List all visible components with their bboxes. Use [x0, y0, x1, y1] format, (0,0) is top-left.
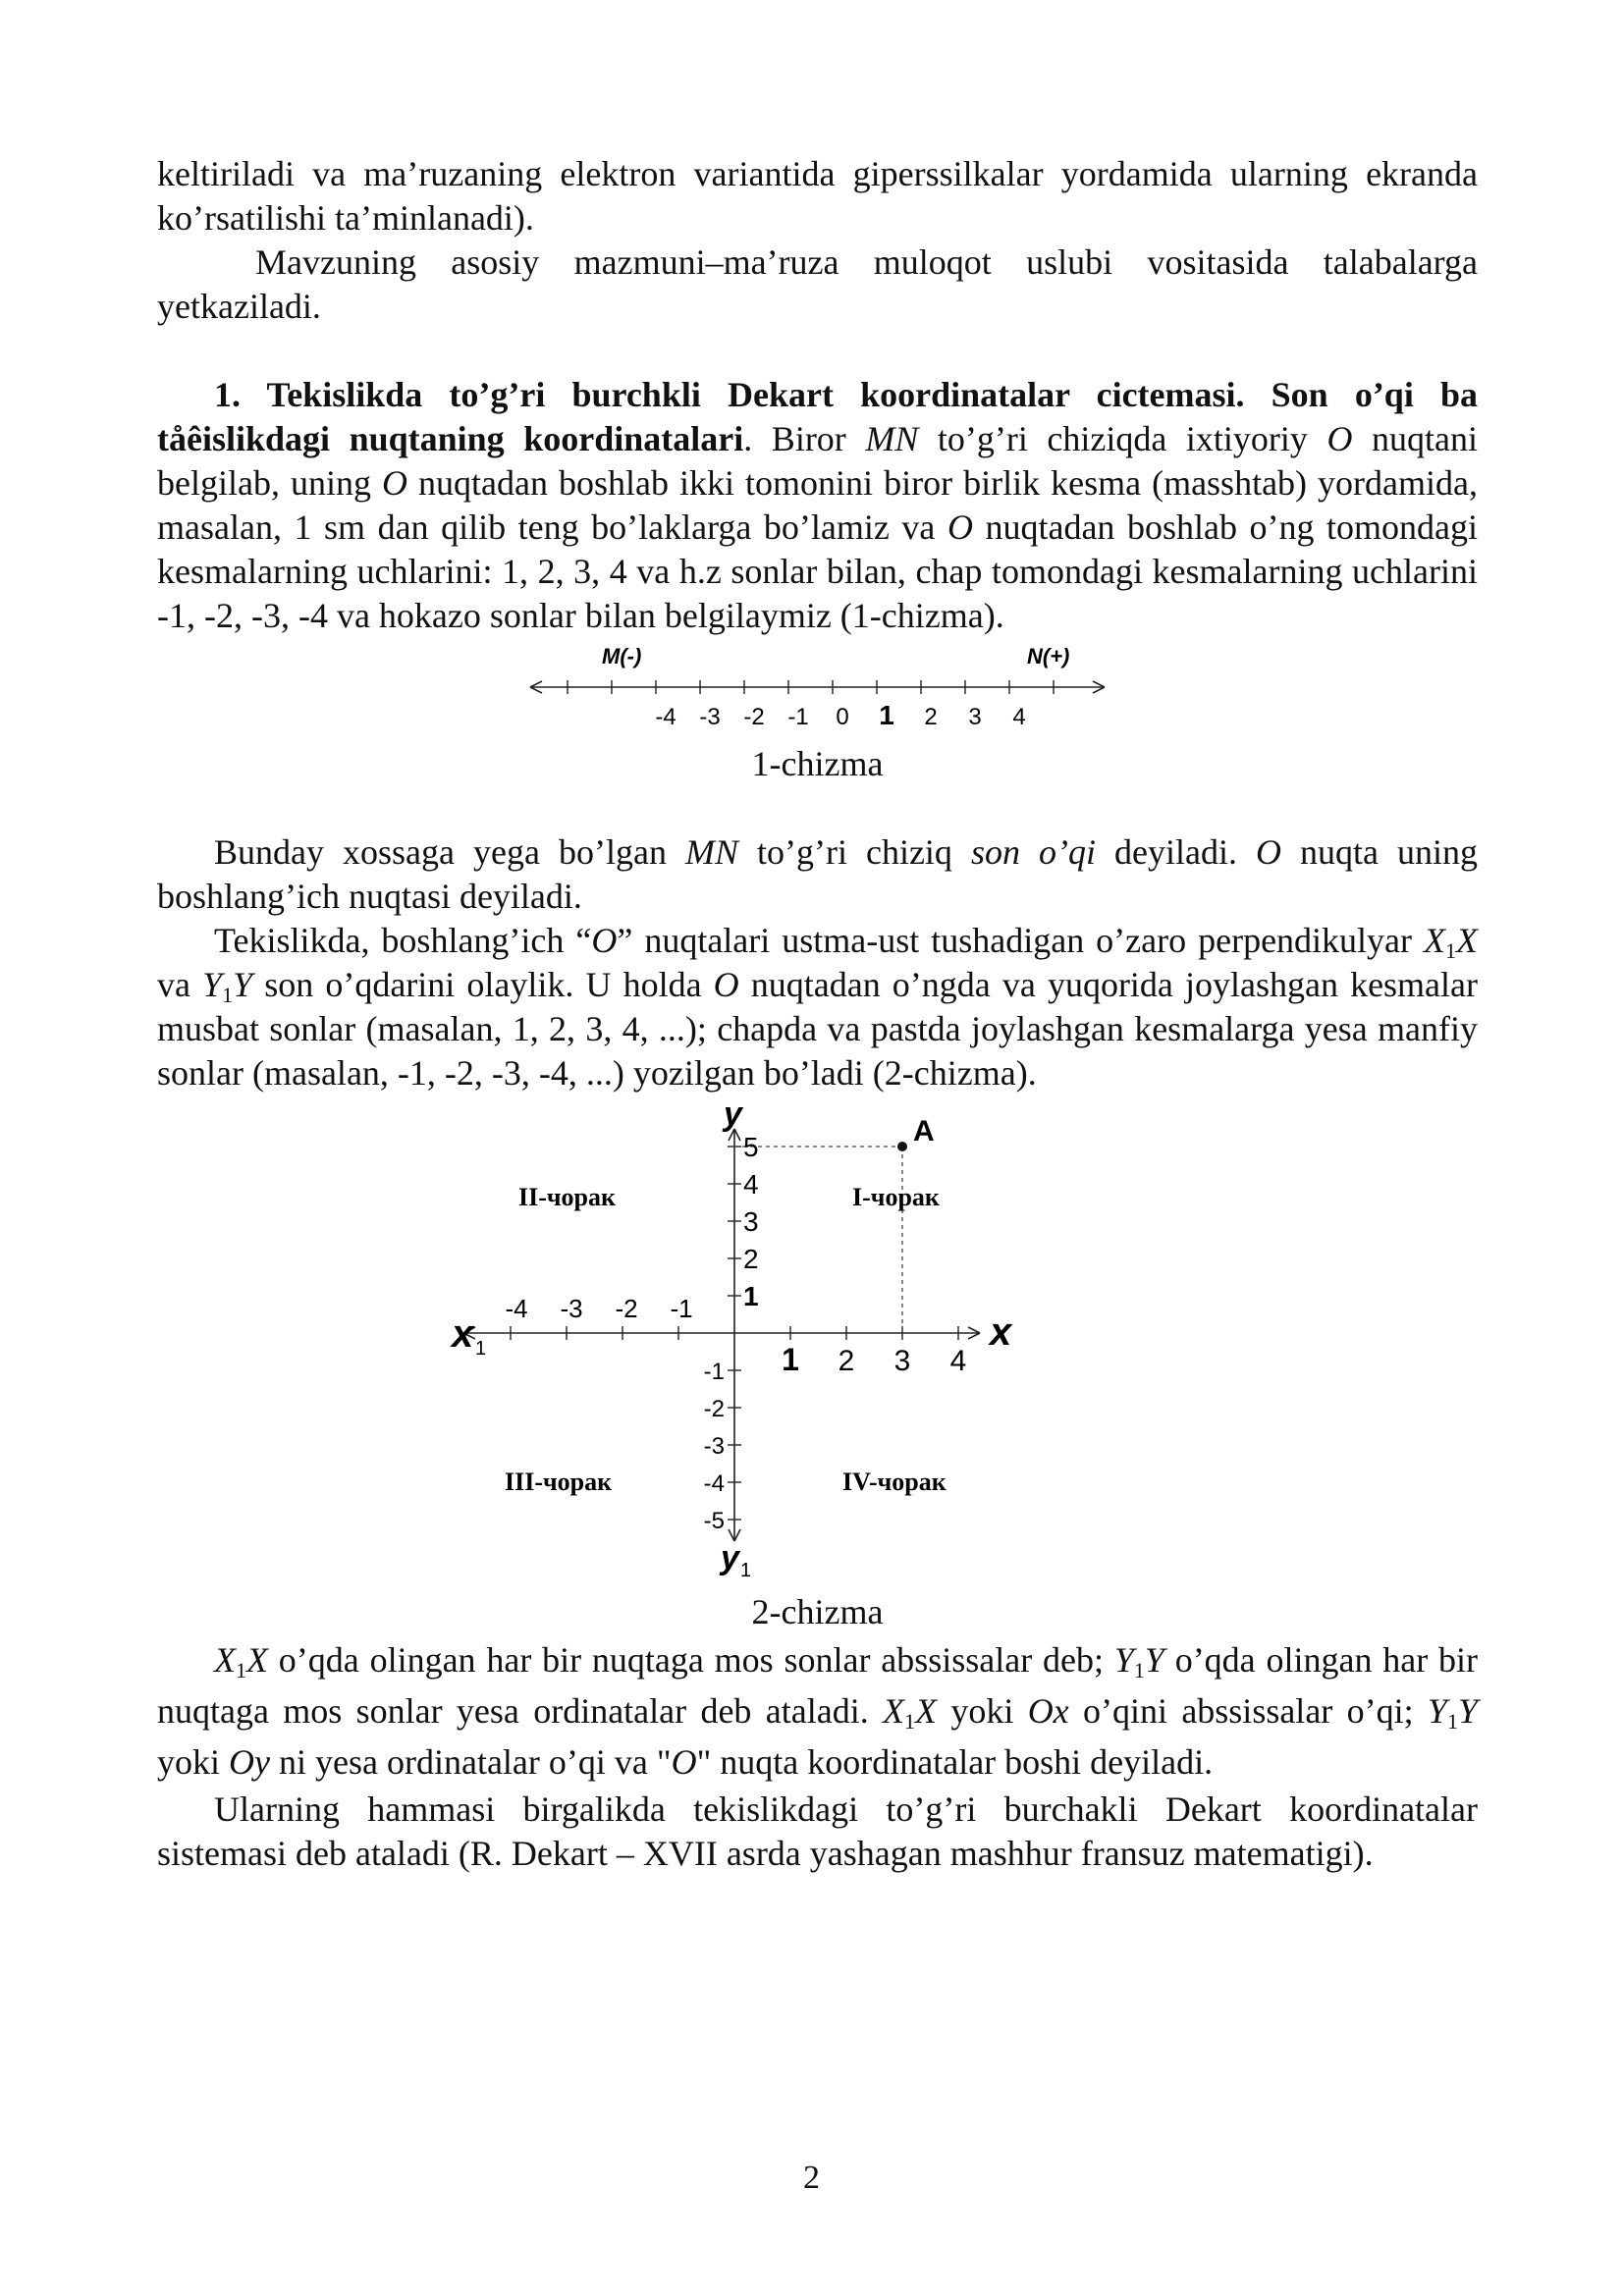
x1-axis-label	[450, 1312, 486, 1360]
tick-label-origin: 0	[836, 704, 849, 730]
label-m-minus: M(-)	[602, 644, 642, 668]
tick-label: -4	[655, 704, 676, 730]
tick-label: 3	[893, 1345, 911, 1377]
quadrant-3-label: III-чорак	[505, 1468, 613, 1496]
tick-label: -1	[787, 704, 809, 730]
figure-1-number-line	[157, 644, 1478, 742]
quadrant-4-label: IV-чорак	[842, 1468, 947, 1496]
paragraph-section-1: 1. Tekislikda to’g’ri burchkli Dekart koordinatalar cictemasi. Son o’qi ba tåêislikdagi nuqtaning koordinatalari. Biror MN to’g’ri chiziqda ixtiyoriy O nuqtani belgilab, uning O nuqtadan boshlab ikki tomonini biror birlik kesma (masshtab) yordamida, masalan, 1 sm dan qilib teng bo’laklarga bo’lamiz va O nuqtadan boshlab o’ng tomondagi kesmalarning uchlarini: 1, 2, 3, 4 va h.z sonlar bilan, chap tomondagi kesmalarning uchlarini -1, -2, -3, -4 va hokazo sonlar bilan belgilaymiz (1-chizma).	[157, 375, 1479, 635]
tick-label-unit: 1	[879, 700, 894, 730]
section-heading: 1. Tekislikda to’g’ri burchkli Dekart koordinatalar cictemasi. Son o’qi ba tåêislikdagi nuqtaning koordinatalari	[157, 375, 1478, 458]
svg-text:1: 1	[740, 1560, 752, 1581]
tick-label: 2	[838, 1345, 855, 1377]
tick-label: -2	[703, 1396, 725, 1422]
paragraph-abscissa-ordinate: $X_1X$ o’qda olingan har bir nuqtaga mos sonlar abssissalar deb; $Y_1Y$ o’qda olingan har bir nuqtaga mos sonlar yesa ordinatalar deb ataladi. $X_1X$ yoki Ox o’qini abssissalar o’qi; $Y_1Y$ yoki Oy ni yesa ordinatalar o’qi va "O" nuqta koordinatalar boshi deyiladi.	[157, 1640, 1479, 1782]
number-line-diagram	[157, 644, 1478, 742]
svg-text:x: x	[452, 1312, 474, 1356]
tick-label: -1	[670, 1294, 693, 1323]
tick-label: -3	[560, 1294, 583, 1323]
tick-label: 2	[743, 1244, 759, 1274]
y1-axis-label	[719, 1539, 751, 1581]
quadrant-labels	[505, 1183, 947, 1496]
svg-text:1: 1	[475, 1338, 487, 1360]
tick-label: -4	[505, 1294, 528, 1323]
page-number: 2	[803, 2160, 820, 2196]
y-axis-label: y	[724, 1099, 742, 1133]
tick-label: -1	[703, 1359, 725, 1385]
tick-label: 3	[743, 1206, 759, 1237]
tick-label: 5	[743, 1132, 759, 1162]
tick-label: -5	[703, 1508, 725, 1534]
label-n-plus: N(+)	[1027, 644, 1070, 668]
x-axis-tick-labels	[505, 1294, 966, 1377]
tick-label: -4	[703, 1470, 725, 1497]
tick-label: -2	[615, 1294, 638, 1323]
quadrant-2-label: II-чорак	[518, 1183, 616, 1211]
tick-label-unit: 1	[743, 1281, 759, 1311]
tick-label: -3	[703, 1433, 725, 1460]
figure-2-caption: 2-chizma	[751, 1592, 884, 1631]
paragraph-cartesian-system: Ularning hammasi birgalikda tekislikdagi to’g’ri burchakli Dekart koordinatalar sistemasi deb ataladi (R. Dekart – XVII asrda yashagan mashhur fransuz matematigi).	[157, 1789, 1478, 1873]
tick-label: 4	[743, 1169, 759, 1200]
figure-2-coordinate-plane	[157, 1099, 1478, 1590]
number-line-tick-labels	[655, 700, 1025, 730]
tick-label: 3	[968, 704, 982, 730]
x-axis-label: x	[990, 1310, 1012, 1354]
tick-label: 4	[949, 1345, 967, 1377]
point-a	[897, 1142, 907, 1151]
tick-label-unit: 1	[782, 1342, 799, 1377]
y-axis-tick-labels	[743, 1132, 759, 1311]
coordinate-plane-diagram	[157, 1099, 1478, 1590]
tick-label: 4	[1012, 704, 1026, 730]
paragraph-main-content: Mavzuning asosiy mazmuni–ma’ruza muloqot uslubi vositasida talabalarga yetkaziladi.	[157, 242, 1478, 326]
quadrant-1-label: I-чорак	[852, 1183, 940, 1211]
figure-1-caption: 1-chizma	[751, 744, 884, 783]
tick-label: -2	[743, 704, 765, 730]
page-body	[157, 152, 1478, 1876]
y-axis-neg-tick-labels	[704, 1359, 725, 1534]
paragraph-perpendicular-axes: Tekislikda, boshlang’ich “O” nuqtalari ustma-ust tushadigan o’zaro perpendikulyar $X_1X$ va $Y_1Y$ son o’qdarini olaylik. U holda O nuqtadan o’ngda va yuqorida joylashgan kesmalar musbat sonlar (masalan, 1, 2, 3, 4, ...); chapda va pastda joylashgan kesmalarga yesa manfiy sonlar (masalan, -1, -2, -3, -4, ...) yozilgan bo’ladi (2-chizma).	[157, 921, 1479, 1093]
paragraph-intro: keltiriladi va ma’ruzaning elektron variantida giperssilkalar yordamida ularning ekranda ko’rsatilishi ta’minlanadi).	[157, 154, 1478, 238]
point-a-label: A	[913, 1115, 935, 1148]
tick-label: 2	[924, 704, 938, 730]
tick-label: -3	[699, 704, 721, 730]
paragraph-number-axis: Bunday xossaga yega bo’lgan MN to’g’ri chiziq son o’qi deyiladi. O nuqta uning boshlang’ich nuqtasi deyiladi.	[157, 832, 1479, 916]
svg-text:y: y	[721, 1539, 739, 1576]
